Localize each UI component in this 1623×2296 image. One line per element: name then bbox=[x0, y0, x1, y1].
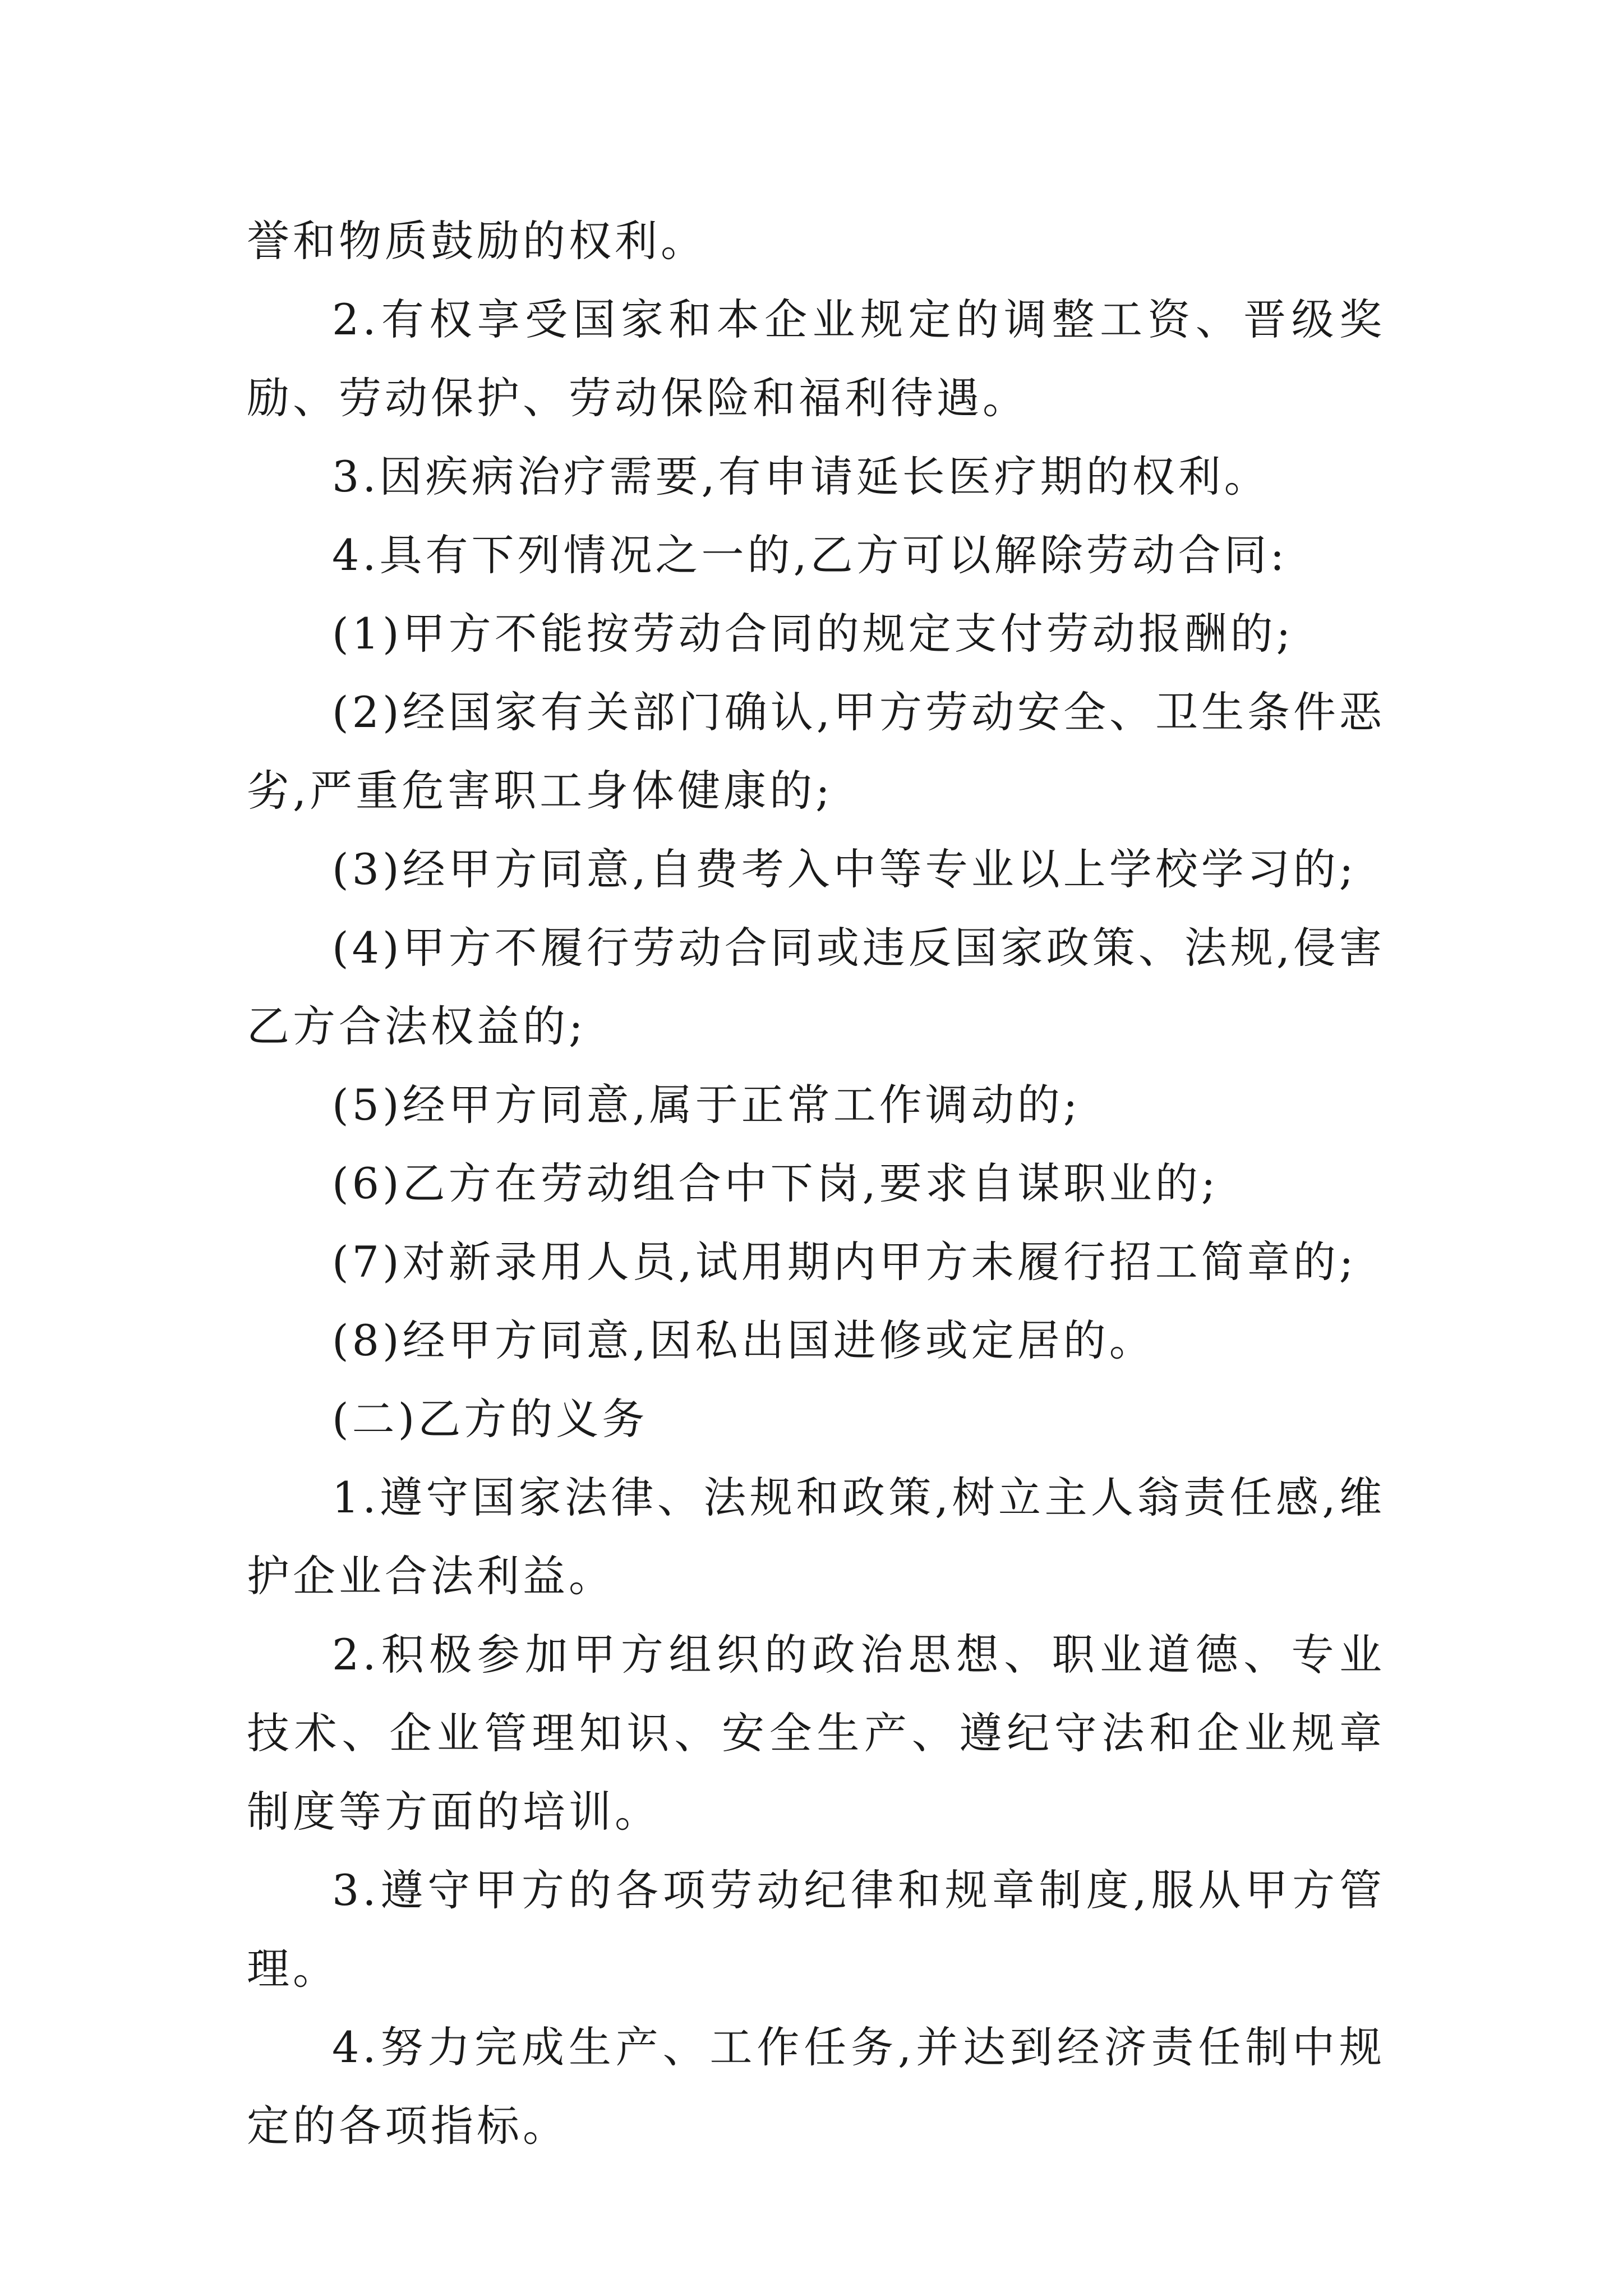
list-item-7: (7)对新录用人员,试用期内甲方未履行招工简章的; bbox=[332, 1237, 1357, 1287]
list-item-5: (5)经甲方同意,属于正常工作调动的; bbox=[332, 1080, 1081, 1130]
paragraph-right-3: 3.因疾病治疗需要,有申请延长医疗期的权利。 bbox=[332, 452, 1270, 501]
obligation-2: 2.积极参加甲方组织的政治思想、职业道德、专业技术、企业管理知识、安全生产、遵纪守法和企业规章制度等方面的培训。 bbox=[247, 1630, 1385, 1837]
document-body bbox=[247, 202, 1385, 2165]
list-item-3: (3)经甲方同意,自费考入中等专业以上学校学习的; bbox=[332, 844, 1357, 894]
paragraph-right-4: 4.具有下列情况之一的,乙方可以解除劳动合同: bbox=[332, 530, 1288, 580]
obligation-1: 1.遵守国家法律、法规和政策,树立主人翁责任感,维护企业合法利益。 bbox=[247, 1473, 1385, 1601]
paragraph-right-2: 2.有权享受国家和本企业规定的调整工资、晋级奖励、劳动保护、劳动保险和福利待遇。 bbox=[247, 295, 1385, 423]
list-item-8: (8)经甲方同意,因私出国进修或定居的。 bbox=[332, 1315, 1155, 1365]
list-item-1: (1)甲方不能按劳动合同的规定支付劳动报酬的; bbox=[332, 609, 1294, 659]
section-heading-obligations: (二)乙方的义务 bbox=[332, 1394, 648, 1444]
obligation-4: 4.努力完成生产、工作任务,并达到经济责任制中规定的各项指标。 bbox=[247, 2022, 1385, 2151]
paragraph-continuation: 誉和物质鼓励的权利。 bbox=[247, 216, 707, 266]
list-item-4: (4)甲方不履行劳动合同或违反国家政策、法规,侵害乙方合法权益的; bbox=[247, 923, 1385, 1051]
list-item-2: (2)经国家有关部门确认,甲方劳动安全、卫生条件恶劣,严重危害职工身体健康的; bbox=[247, 687, 1385, 816]
obligation-3: 3.遵守甲方的各项劳动纪律和规章制度,服从甲方管理。 bbox=[247, 1865, 1385, 1994]
list-item-6: (6)乙方在劳动组合中下岗,要求自谋职业的; bbox=[332, 1158, 1219, 1208]
